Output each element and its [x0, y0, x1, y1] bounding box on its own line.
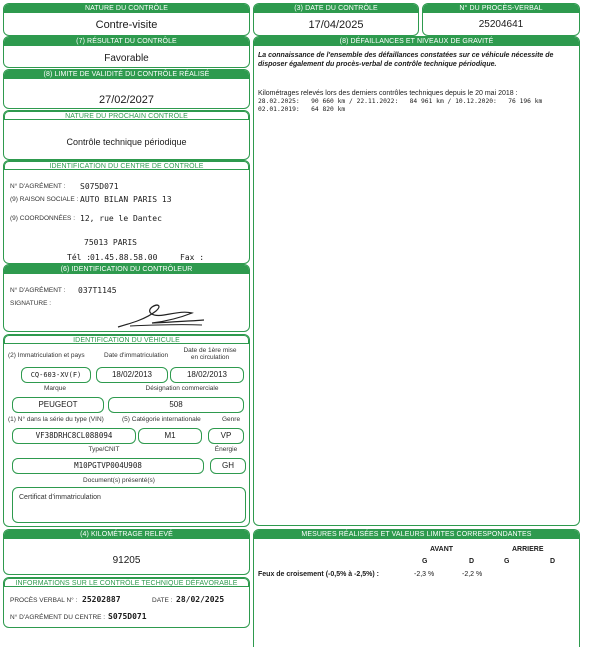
km-history-line2: 02.01.2019: 64 820 km	[258, 106, 346, 113]
pv-number-box	[422, 3, 580, 36]
feux-avant-g-value: -2,3 %	[414, 571, 435, 578]
km-history-line1: 28.02.2025: 90 660 km / 22.11.2022: 84 961 km / 10.12.2020: 76 196 km	[258, 98, 543, 105]
resultat-box	[3, 36, 250, 68]
centre-box	[3, 160, 250, 264]
nature-controle-box	[3, 3, 250, 36]
controleur-agrement-label: N° D'AGRÉMENT :	[10, 287, 66, 294]
pv-number-header: N° DU PROCÈS-VERBAL	[423, 4, 579, 13]
vin-caption: (1) N° dans la série du type (VIN)	[8, 416, 104, 423]
controleur-box	[3, 264, 250, 332]
marque-caption: Marque	[43, 385, 67, 392]
resultat-value: Favorable	[104, 53, 149, 64]
validite-value: 27/02/2027	[98, 94, 155, 106]
vehicule-header: IDENTIFICATION DU VÉHICULE	[4, 335, 249, 344]
genre-caption: Genre	[222, 416, 241, 423]
date-immat-value: 18/02/2013	[96, 367, 168, 383]
date-controle-value: 17/04/2025	[308, 19, 364, 31]
defavorable-pv-value: 25202887	[82, 595, 121, 604]
centre-tel-label: Tél :	[67, 253, 92, 262]
pv-number-value: 25204641	[478, 19, 524, 30]
defaillances-box	[253, 36, 580, 526]
mesures-avant-d-label: D	[469, 558, 475, 565]
centre-fax-label: Fax :	[180, 253, 205, 262]
defavorable-date-value: 28/02/2025	[176, 595, 225, 604]
defaillances-header: (8) DÉFAILLANCES ET NIVEAUX DE GRAVITÉ	[254, 37, 579, 46]
docs-caption: Document(s) présenté(s)	[83, 477, 155, 484]
controleur-signature-label: SIGNATURE :	[10, 300, 52, 307]
feux-avant-d-value: -2,2 %	[462, 571, 483, 578]
prochain-controle-value: Contrôle technique périodique	[66, 137, 187, 147]
defavorable-centre-value: S075D071	[108, 612, 147, 621]
designation-value: 508	[108, 397, 244, 413]
centre-header: IDENTIFICATION DU CENTRE DE CONTRÔLE	[4, 161, 249, 170]
prochain-controle-header: NATURE DU PROCHAIN CONTRÔLE	[4, 111, 249, 120]
defavorable-pv-label: PROCÈS VERBAL N° :	[10, 597, 78, 604]
centre-city: 75013 PARIS	[84, 238, 137, 247]
vehicule-box	[3, 334, 250, 527]
centre-raison-value: AUTO BILAN PARIS 13	[80, 195, 172, 204]
docs-value: Certificat d'immatriculation	[19, 494, 101, 501]
defavorable-centre-label: N° D'AGRÉMENT DU CENTRE :	[10, 614, 106, 621]
date-circ-value: 18/02/2013	[170, 367, 244, 383]
controleur-header: (6) IDENTIFICATION DU CONTRÔLEUR	[4, 265, 249, 274]
categorie-value: M1	[138, 428, 202, 444]
centre-agrement-value: S075D071	[80, 182, 119, 191]
kilometrage-box	[3, 529, 250, 575]
genre-value: VP	[208, 428, 244, 444]
mesures-avant-g-label: G	[422, 558, 428, 565]
kilometrage-header: (4) KILOMÉTRAGE RELEVÉ	[4, 530, 249, 539]
designation-caption: Désignation commerciale	[145, 385, 219, 392]
immat-value: CQ-603-XV(F)	[21, 367, 91, 383]
mesures-box	[253, 529, 580, 647]
vin-value: VF38DRHC8CL088094	[12, 428, 136, 444]
mesures-arriere-d-label: D	[550, 558, 556, 565]
defavorable-box	[3, 577, 250, 628]
docs-field	[12, 487, 246, 523]
centre-coord-label: (9) COORDONNÉES :	[10, 215, 76, 222]
centre-agrement-label: N° D'AGRÉMENT :	[10, 183, 66, 190]
type-caption: Type/CNIT	[88, 446, 120, 453]
centre-raison-label: (9) RAISON SOCIALE :	[10, 196, 79, 203]
validite-box	[3, 69, 250, 109]
feux-croisement-label: Feux de croisement (-0,5% à -2,5%) :	[258, 571, 379, 578]
signature-image	[112, 301, 210, 331]
mesures-avant-label: AVANT	[430, 546, 454, 553]
centre-tel-value: 01.45.88.58.00	[90, 253, 158, 262]
marque-value: PEUGEOT	[12, 397, 104, 413]
resultat-header: (7) RÉSULTAT DU CONTRÔLE	[4, 37, 249, 46]
controleur-agrement-value: 037T1145	[78, 286, 117, 295]
defaillances-note: La connaissance de l'ensemble des défaillances constatées sur ce véhicule nécessite de disposer également du procès-verbal de contrôle technique périodique.	[258, 52, 554, 68]
type-value: M10PGTVP004U908	[12, 458, 204, 474]
kilometrage-value: 91205	[112, 555, 141, 566]
immat-caption: (2) Immatriculation et pays	[8, 352, 85, 359]
nature-controle-header: NATURE DU CONTRÔLE	[4, 4, 249, 13]
nature-controle-value: Contre-visite	[95, 19, 158, 31]
date-circ-caption: Date de 1ère mise en circulation	[183, 347, 237, 361]
date-controle-header: (3) DATE DU CONTRÔLE	[254, 4, 418, 13]
mesures-header: MESURES RÉALISÉES ET VALEURS LIMITES CORRESPONDANTES	[254, 530, 579, 539]
defavorable-date-label: DATE :	[152, 597, 173, 604]
mesures-arriere-label: ARRIERE	[512, 546, 544, 553]
prochain-controle-box	[3, 110, 250, 160]
mesures-arriere-g-label: G	[504, 558, 510, 565]
date-controle-box	[253, 3, 419, 36]
energie-caption: Énergie	[214, 446, 238, 453]
validite-header: (8) LIMITE DE VALIDITÉ DU CONTRÔLE RÉALISÉ	[4, 70, 249, 79]
defavorable-header: INFORMATIONS SUR LE CONTRÔLE TECHNIQUE DÉFAVORABLE	[4, 578, 249, 587]
km-history-title: Kilométrages relevés lors des derniers contrôles techniques depuis le 20 mai 2018 :	[258, 90, 518, 97]
energie-value: GH	[210, 458, 246, 474]
centre-address: 12, rue le Dantec	[80, 214, 162, 223]
categorie-caption: (5) Catégorie internationale	[122, 416, 201, 423]
date-immat-caption: Date d'immatriculation	[104, 352, 169, 359]
